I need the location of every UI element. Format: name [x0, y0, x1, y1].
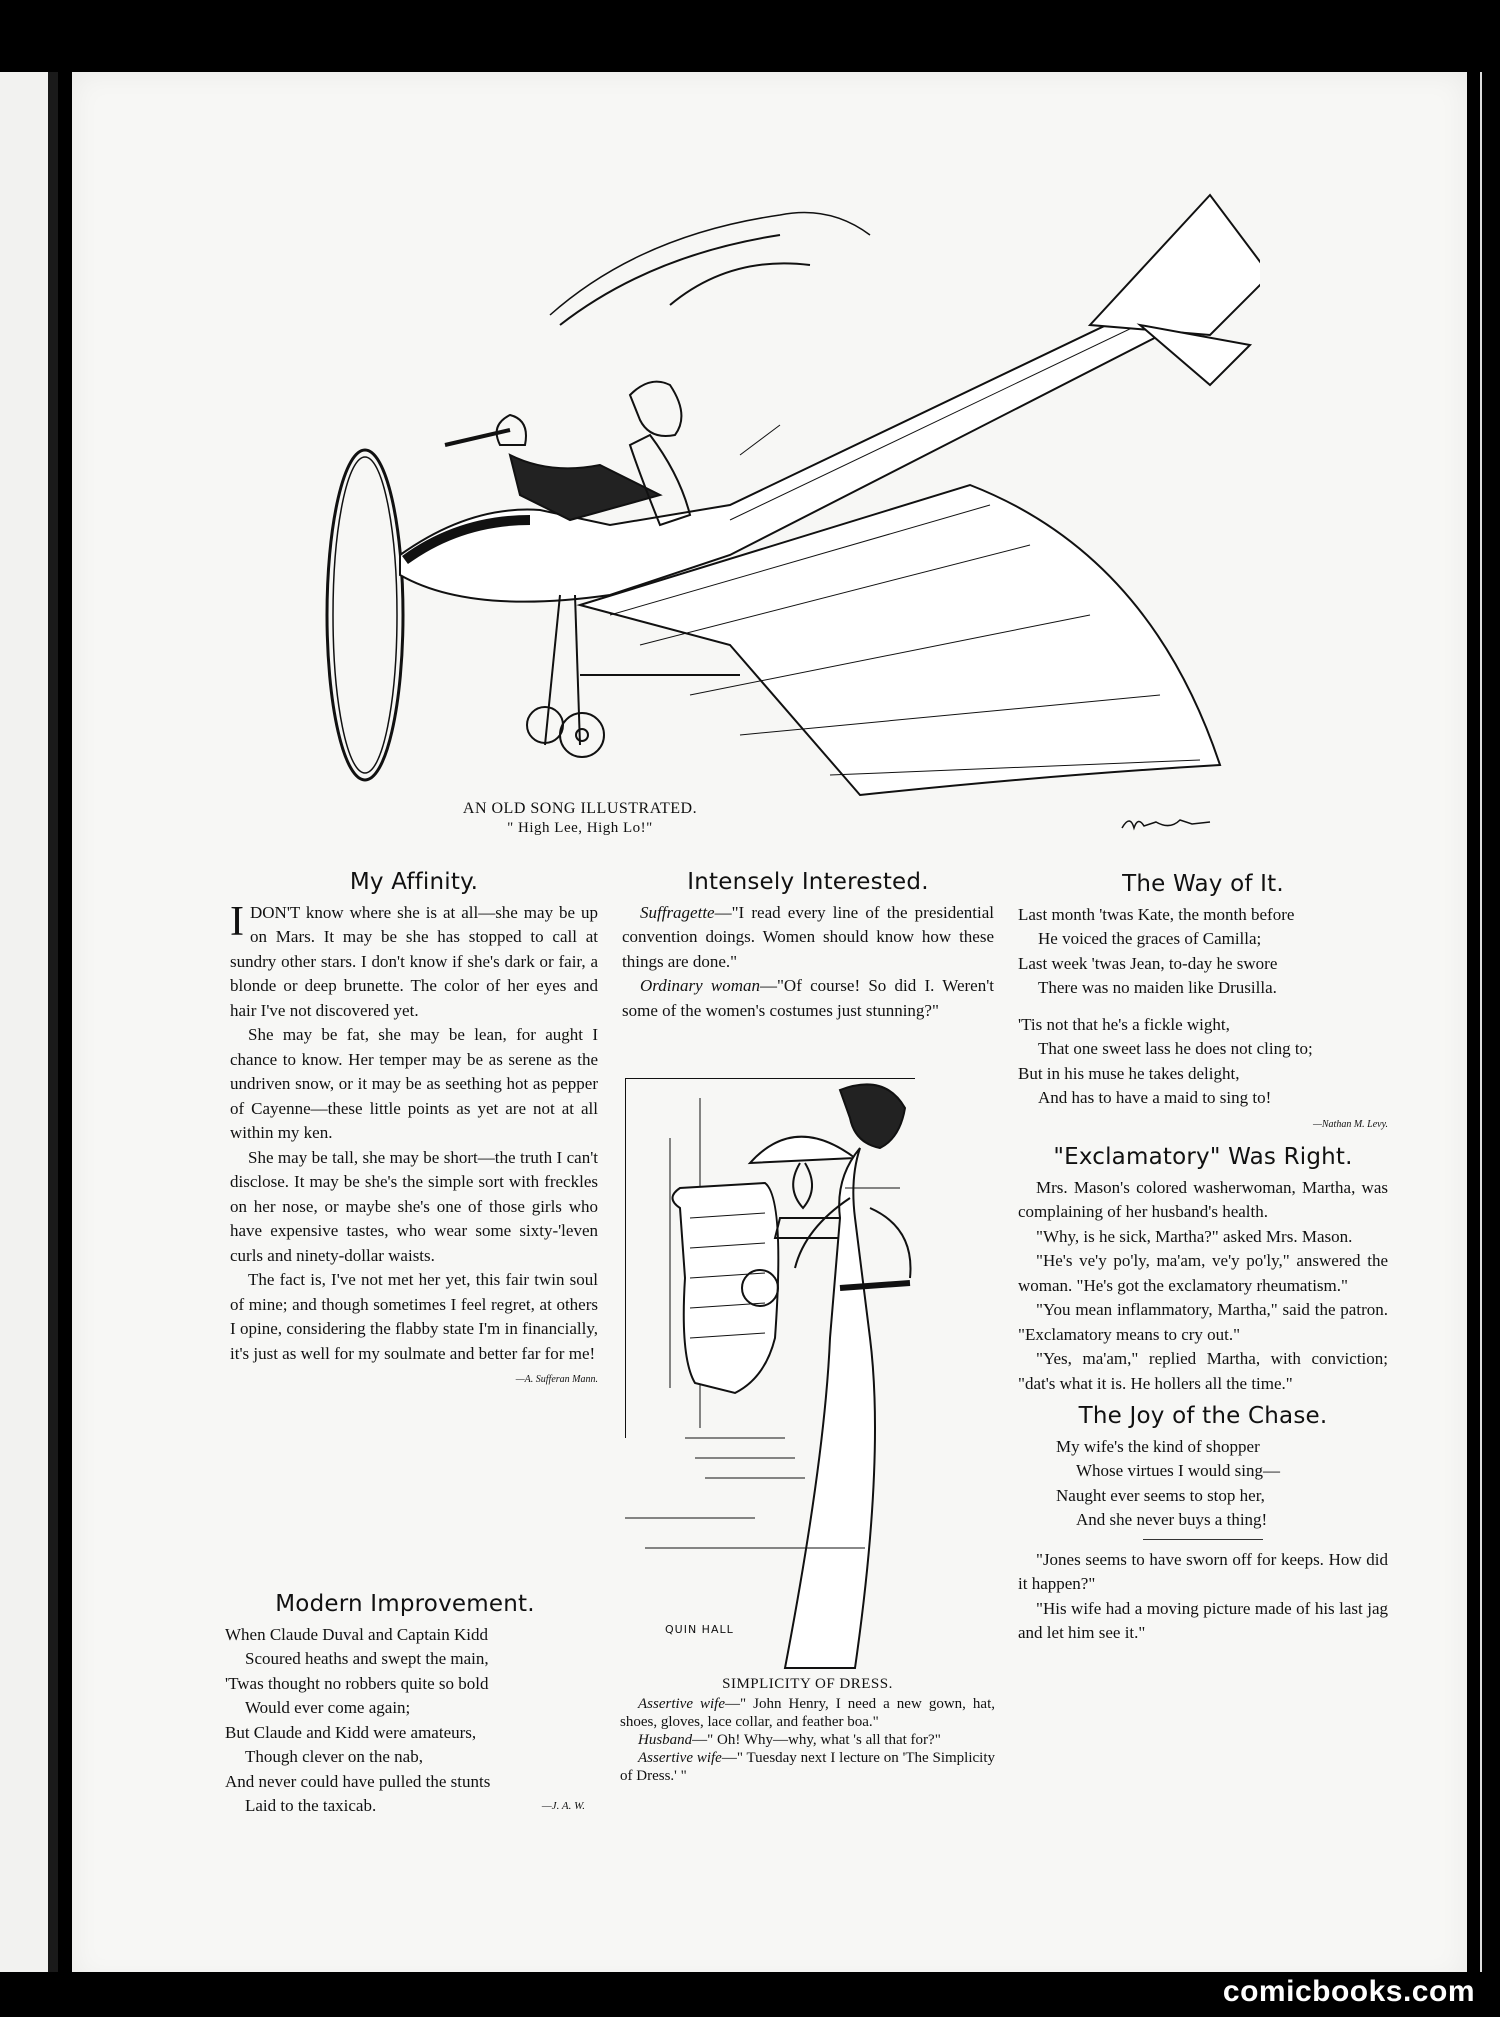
poem-line: Last month 'twas Kate, the month before [1018, 904, 1295, 924]
right-binding-edge [1476, 72, 1494, 1982]
affinity-attribution: —A. Sufferan Mann. [515, 1374, 598, 1385]
joy-title: The Joy of the Chase. [1078, 1403, 1328, 1429]
poem-last-line [225, 1794, 585, 1819]
poem-line: There was no maiden like Drusilla. [1038, 978, 1277, 997]
poem-line: And never could have pulled the stunts [225, 1771, 491, 1791]
wayofit-poem [1018, 903, 1388, 1111]
simplicity-of-dress-cartoon [625, 1078, 995, 1678]
exclamatory-title: "Exclamatory" Was Right. [1053, 1144, 1353, 1170]
speaker-assertive-wife: Assertive wife [638, 1696, 725, 1712]
poem-line: Last week 'twas Jean, to-day he swore [1018, 953, 1278, 973]
affinity-paragraph-3: She may be tall, she may be short—the truth I can't disclose. It may be she's the simple sort with freckles on her nose, or maybe she's one of those girls who have expensive tastes, who wear some sixty-'leven curls and ninety-dollar waists. [230, 1147, 598, 1265]
column-left [230, 870, 598, 1393]
jones-answer: "His wife had a moving picture made of his last jag and let him see it." [1018, 1598, 1388, 1642]
affinity-title: My Affinity. [349, 869, 479, 895]
speaker-husband: Husband [638, 1732, 693, 1748]
poem-line: Naught ever seems to stop her, [1056, 1485, 1265, 1505]
affinity-paragraph-4: The fact is, I've not met her yet, this fair twin soul of mine; and though sometimes I feel regret, at others I opine, considering the flabby state I'm in financially, it's just as well for my soulmate and better far for me! [230, 1270, 598, 1363]
ordinary-woman-line: —"Of course! So did I. Weren't some of the women's costumes just stunning?" [622, 976, 994, 1020]
speaker-assertive-wife: Assertive wife [638, 1750, 722, 1766]
wife-line-1: —" John Henry, I need a new gown, hat, shoes, gloves, lace collar, and feather boa." [620, 1696, 995, 1730]
modern-attribution: —J. A. W. [541, 1800, 585, 1812]
left-page-edge [0, 72, 58, 1982]
column-middle [622, 870, 994, 1023]
suffragette-line: —"I read every line of the presidential convention doings. Women should know how these things are done." [622, 902, 994, 971]
airplane-cartoon-illustration [310, 175, 1260, 845]
artist-signature: QUIN HALL [665, 1623, 734, 1636]
poem-line: But Claude and Kidd were amateurs, [225, 1722, 477, 1742]
affinity-paragraph-2: She may be fat, she may be lean, for aught I chance to know. Her temper may be as serene as the undriven snow, or it may be as seething hot as pepper of Cayenne—these little points as yet are not at all within my ken. [230, 1025, 598, 1142]
speaker-ordinary-woman: Ordinary woman [640, 976, 760, 995]
poem-line: My wife's the kind of shopper [1056, 1436, 1260, 1456]
top-illustration-caption [360, 800, 800, 837]
joy-poem [1018, 1435, 1388, 1533]
exclamatory-paragraph: "Yes, ma'am," replied Martha, with conviction; "dat's what it is. He hollers all the time." [1018, 1349, 1388, 1393]
divider-rule [1143, 1539, 1263, 1540]
poem-line: And she never buys a thing! [1076, 1510, 1268, 1529]
column-right [1018, 872, 1388, 1646]
exclamatory-paragraph: Mrs. Mason's colored washerwoman, Martha, was complaining of her husband's health. [1018, 1177, 1388, 1221]
poem-line: Though clever on the nab, [245, 1747, 423, 1766]
poem-line: When Claude Duval and Captain Kidd [225, 1624, 488, 1644]
poem-line: Scoured heaths and swept the main, [245, 1649, 489, 1668]
wayofit-title: The Way of It. [1122, 871, 1284, 897]
simplicity-caption [620, 1675, 995, 1785]
poem-line: Whose virtues I would sing— [1076, 1461, 1280, 1480]
affinity-paragraph-1: DON'T know where she is at all—she may be up on Mars. It may be she has stopped to call at sundry other stars. I don't know if she's dark or fair, a blonde or deep brunette. The color of her eyes and hair I've not discovered yet. [230, 902, 598, 1020]
caption-title: AN OLD SONG ILLUSTRATED. [462, 800, 698, 817]
poem-line: But in his muse he takes delight, [1018, 1063, 1240, 1083]
poem-line: 'Tis not that he's a fickle wight, [1018, 1014, 1230, 1034]
husband-line: —" Oh! Why—why, what 's all that for?" [692, 1732, 941, 1748]
speaker-suffragette: Suffragette [640, 902, 715, 922]
drop-cap: I [230, 898, 244, 945]
poem-line: Would ever come again; [245, 1698, 411, 1717]
simplicity-title: SIMPLICITY OF DRESS. [722, 1676, 893, 1692]
exclamatory-paragraph: "He's ve'y po'ly, ma'am, ve'y po'ly," answered the woman. "He's got the exclamatory rheumatism." [1018, 1251, 1388, 1295]
column-left-poem [225, 1592, 585, 1819]
site-watermark[interactable]: comicbooks.com [1222, 1975, 1475, 2008]
caption-subtitle: " High Lee, High Lo!" [507, 820, 653, 836]
poem-line: He voiced the graces of Camilla; [1038, 929, 1262, 948]
poem-line: That one sweet lass he does not cling to; [1038, 1039, 1313, 1058]
exclamatory-paragraph: "You mean inflammatory, Martha," said the patron. "Exclamatory means to cry out." [1018, 1300, 1388, 1344]
intensely-title: Intensely Interested. [687, 869, 929, 895]
exclamatory-paragraph: "Why, is he sick, Martha?" asked Mrs. Mason. [1036, 1226, 1353, 1246]
wayofit-attribution: —Nathan M. Levy. [1313, 1118, 1388, 1130]
poem-line: And has to have a maid to sing to! [1038, 1088, 1272, 1107]
modern-title: Modern Improvement. [275, 1591, 535, 1617]
poem-line: Laid to the taxicab. [245, 1796, 377, 1815]
poem-line: 'Twas thought no robbers quite so bold [225, 1673, 489, 1693]
wife-line-2: —" Tuesday next I lecture on 'The Simplicity of Dress.' " [620, 1750, 995, 1784]
artist-signature-mark [1120, 812, 1215, 834]
jones-question: "Jones seems to have sworn off for keeps. How did it happen?" [1018, 1549, 1388, 1593]
